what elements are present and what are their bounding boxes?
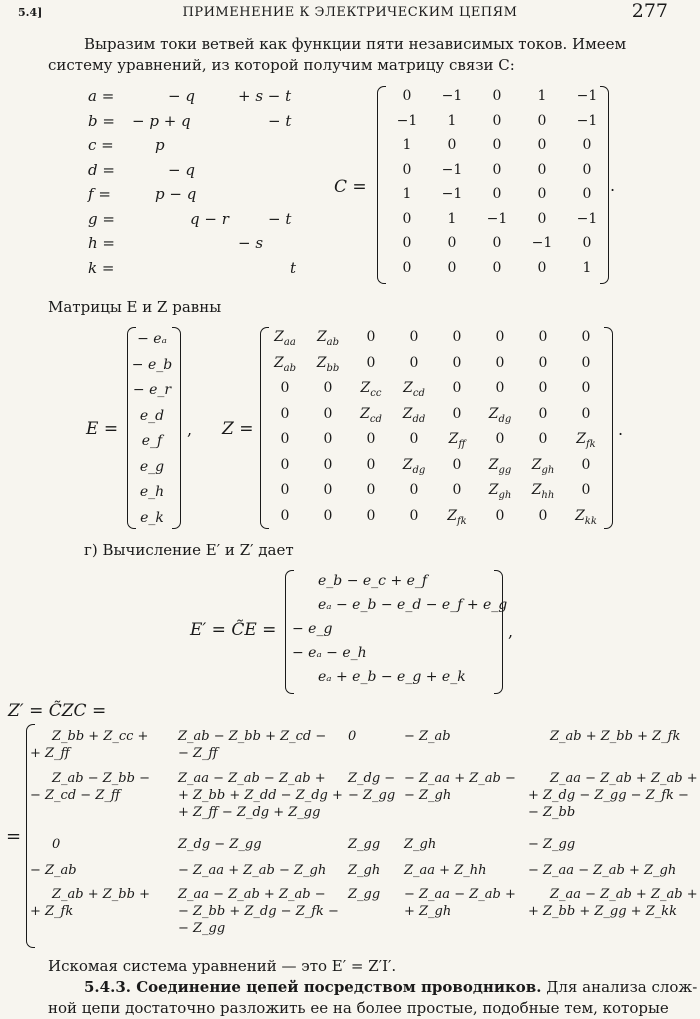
matrix-z-cell: 0 <box>323 431 333 447</box>
matrix-c-cell: −1 <box>576 112 598 129</box>
matrix-z-cell: 0 <box>581 482 591 498</box>
matrix-zprime-cell: − Z_ab <box>30 863 77 878</box>
matrix-z-cell: 0 <box>495 431 505 447</box>
matrix-c-cell: −1 <box>576 210 598 227</box>
matrix-z-cell: 0 <box>280 380 290 396</box>
matrix-zprime-cell: 0 <box>52 837 61 852</box>
matrix-e-cell: e_k <box>140 509 164 526</box>
matrix-zprime-cell: + Z_bb + Z_gg + Z_kk <box>528 904 677 919</box>
matrix-zprime-cell: Z_ab − Z_bb + Z_cd − <box>178 729 327 744</box>
matrix-c-cell: 0 <box>582 186 592 202</box>
matrix-zprime-cell: Z_aa − Z_ab − Z_ab + <box>178 771 326 786</box>
matrix-z-cell: 0 <box>452 329 462 345</box>
equation-term: b = <box>88 111 115 130</box>
matrix-z-cell: 0 <box>538 329 548 345</box>
matrix-c-cell: 0 <box>402 259 412 276</box>
matrix-zprime-cell: − Z_gh <box>404 788 452 803</box>
matrix-zprime-cell: Z_bb + Z_cc + <box>52 729 149 744</box>
matrix-zprime-cell: + Z_ff − Z_dg + Z_gg <box>178 805 321 820</box>
section-text-2: ной цепи достаточно разложить ее на более простые, подобные тем, которые <box>48 999 669 1017</box>
matrix-c-cell: 0 <box>492 137 502 153</box>
equation-term: a = <box>88 87 115 105</box>
intro-line-1: Выразим токи ветвей как функции пяти независимых токов. Имеем <box>84 35 627 53</box>
matrix-z-cell: $Z_{gh}$ <box>488 482 512 501</box>
matrix-z-cell: 0 <box>323 482 333 498</box>
matrix-z-cell: 0 <box>452 354 462 371</box>
matrix-z-cell: 0 <box>366 354 376 371</box>
step-g-text: г) Вычисление E′ и Z′ дает <box>84 541 294 559</box>
matrix-c-cell: −1 <box>441 186 463 202</box>
page-number: 277 <box>631 0 668 22</box>
equation-term: − s <box>238 234 264 252</box>
matrix-z-cell: $Z_{ab}$ <box>273 354 297 374</box>
zprime-equals: = <box>6 826 22 847</box>
matrix-z-cell: 0 <box>280 431 290 447</box>
matrix-c-cell: −1 <box>396 112 418 129</box>
matrix-z-cell: 0 <box>323 405 333 422</box>
matrix-z-cell: 0 <box>538 354 548 371</box>
matrix-eprime-label: E′ = C̃E = <box>190 620 277 640</box>
matrix-eprime-cell: − eₐ − e_h <box>292 645 367 661</box>
matrix-z-cell: 0 <box>409 431 419 447</box>
matrix-zprime-cell: Z_ab − Z_bb − <box>52 771 150 786</box>
matrix-z-cell: 0 <box>495 380 505 396</box>
matrix-z-cell: 0 <box>452 380 462 396</box>
matrix-zprime-cell: Z_dg − Z_gg <box>178 837 262 852</box>
matrix-zprime-cell: + Z_dg − Z_gg − Z_fk − <box>528 788 689 803</box>
matrix-e-cell: e_d <box>139 407 165 424</box>
matrix-z-cell: 0 <box>280 456 290 473</box>
equation-term: p − q <box>155 185 197 203</box>
matrix-zprime-cell: Z_aa + Z_hh <box>404 863 487 878</box>
section-heading-line <box>84 977 697 998</box>
matrix-z-cell: $Z_{dg}$ <box>402 456 426 476</box>
matrix-c-cell: 0 <box>492 235 502 251</box>
matrix-z-cell: 0 <box>323 456 333 473</box>
matrix-zprime-cell: − Z_gg <box>348 788 396 803</box>
matrix-z-cell: $Z_{gg}$ <box>488 456 512 476</box>
matrix-e-label: E = <box>86 419 119 439</box>
matrix-c-cell: 0 <box>447 137 457 153</box>
matrix-z-cell: 0 <box>581 354 591 371</box>
matrix-e-comma: , <box>187 420 193 439</box>
equation-term: q − r <box>190 209 229 228</box>
matrix-z-cell: $Z_{kk}$ <box>575 507 597 527</box>
matrix-c-cell: 0 <box>537 259 547 276</box>
matrix-c-cell: 0 <box>402 235 412 251</box>
intro-line-2: систему уравнений, из которой получим матрицу связи C: <box>48 56 515 74</box>
matrix-z-cell: 0 <box>538 380 548 396</box>
equation-term: p <box>155 136 165 154</box>
matrix-zprime-cell: Z_aa − Z_ab + Z_ab + <box>550 771 698 786</box>
matrix-z-cell: 0 <box>366 456 376 473</box>
equation-term: + s − t <box>238 87 292 105</box>
matrix-z-cell: $Z_{ff}$ <box>448 431 466 450</box>
matrix-eprime-cell: − e_g <box>292 621 333 637</box>
matrix-eprime-cell: e_b − e_c + e_f <box>318 573 428 589</box>
matrix-eprime-right-bracket <box>494 570 503 694</box>
equation-term: g = <box>88 209 115 228</box>
matrix-z-cell: 0 <box>452 482 462 498</box>
matrix-e-cell: e_h <box>139 484 165 500</box>
matrix-c-cell: −1 <box>441 161 463 178</box>
matrix-z-cell: 0 <box>323 380 333 396</box>
matrix-zprime-cell: − Z_aa − Z_ab + <box>404 887 516 902</box>
matrix-z-cell: 0 <box>452 456 462 473</box>
matrix-c-cell: 0 <box>492 259 502 276</box>
matrix-z-cell: 0 <box>581 405 591 422</box>
matrix-c-cell: 0 <box>447 259 457 276</box>
matrix-e-cell: − eₐ <box>137 331 167 347</box>
matrix-z-cell: 0 <box>452 405 462 422</box>
matrix-zprime-cell: Z_aa − Z_ab + Z_ab + <box>550 887 698 902</box>
matrix-z-cell: 0 <box>409 507 419 524</box>
matrix-zprime-cell: − Z_ff <box>178 746 218 761</box>
matrix-c-cell: 1 <box>402 137 412 153</box>
matrix-zprime-cell: Z_gh <box>404 837 437 852</box>
matrix-c-cell: 0 <box>492 88 502 104</box>
matrix-z-cell: 0 <box>538 507 548 524</box>
matrix-c-cell: 0 <box>447 235 457 251</box>
matrix-c-cell: 0 <box>537 161 547 178</box>
matrix-z-cell: 0 <box>323 507 333 524</box>
matrix-z-cell: 0 <box>366 329 376 345</box>
matrix-z-cell: $Z_{cd}$ <box>403 380 425 399</box>
equation-term: t <box>290 258 297 277</box>
matrix-c-cell: 0 <box>582 161 592 178</box>
matrix-z-cell: $Z_{fk}$ <box>576 431 596 450</box>
matrix-zprime-cell: Z_ab + Z_bb + Z_fk <box>550 729 681 744</box>
matrix-z-cell: $Z_{fk}$ <box>447 507 467 527</box>
matrix-z-cell: $Z_{bb}$ <box>316 354 340 374</box>
matrix-zprime-cell: − Z_cd − Z_ff <box>30 788 121 803</box>
matrix-e-cell: − e_r <box>132 382 172 398</box>
matrix-z-label: Z = <box>222 419 254 439</box>
ez-intro: Матрицы E и Z равны <box>48 298 222 316</box>
matrix-c-cell: 0 <box>582 137 592 153</box>
matrix-zprime-cell: Z_gg <box>348 837 381 852</box>
matrix-z-cell: 0 <box>495 507 505 524</box>
matrix-zprime-cell: − Z_aa − Z_ab + Z_gh <box>528 863 677 878</box>
matrix-c-cell: 1 <box>447 210 457 227</box>
matrix-z-cell: 0 <box>366 482 376 498</box>
matrix-c-cell: 0 <box>492 186 502 202</box>
matrix-zprime-cell: − Z_aa + Z_ab − Z_gh <box>178 863 327 878</box>
matrix-eprime-cell: eₐ + e_b − e_g + e_k <box>318 669 466 685</box>
equation-term: − t <box>268 209 292 228</box>
zprime-label: Z′ = C̃ZC = <box>8 701 107 721</box>
matrix-e-cell: − e_b <box>131 356 173 373</box>
equation-term: − q <box>168 160 195 179</box>
matrix-z-cell: $Z_{aa}$ <box>274 329 296 348</box>
matrix-z-cell: 0 <box>581 456 591 473</box>
matrix-zprime-cell: − Z_aa + Z_ab − <box>404 771 516 786</box>
matrix-zprime-cell: Z_gh <box>348 863 381 878</box>
equation-term: − t <box>268 111 292 130</box>
matrix-z-cell: 0 <box>409 482 419 498</box>
matrix-c-cell: 1 <box>582 259 592 276</box>
equation-term: c = <box>88 136 114 154</box>
matrix-z-cell: 0 <box>538 431 548 447</box>
matrix-zprime-cell: Z_gg <box>348 887 381 902</box>
matrix-zprime-cell: 0 <box>348 729 357 744</box>
matrix-z-cell: 0 <box>581 380 591 396</box>
matrix-z-cell: 0 <box>366 507 376 524</box>
matrix-c-cell: −1 <box>486 210 508 227</box>
matrix-c-cell: −1 <box>576 88 598 104</box>
matrix-zprime-cell: + Z_fk <box>30 904 74 919</box>
matrix-z-period: . <box>618 420 624 439</box>
matrix-zprime-cell: Z_ab + Z_bb + <box>52 887 150 902</box>
matrix-c-cell: 0 <box>492 161 502 178</box>
matrix-zprime-cell: + Z_ff <box>30 746 70 761</box>
equation-term: f = <box>88 185 111 203</box>
matrix-zprime-cell: + Z_gh <box>404 904 452 919</box>
matrix-e-cell: e_f <box>141 433 163 449</box>
matrix-c-cell: 0 <box>537 112 547 129</box>
matrix-z-cell: 0 <box>280 405 290 422</box>
matrix-c-cell: 0 <box>492 112 502 129</box>
matrix-z-cell: $Z_{dd}$ <box>402 405 426 425</box>
matrix-zprime-cell: − Z_ab <box>404 729 451 744</box>
matrix-z-cell: 0 <box>366 431 376 447</box>
matrix-e-cell: e_g <box>139 458 165 475</box>
equation-term: − p + q <box>132 111 191 130</box>
equation-term: h = <box>88 234 115 252</box>
matrix-z-cell: 0 <box>409 329 419 345</box>
matrix-eprime-cell: eₐ − e_b − e_d − e_f + e_g <box>318 597 508 613</box>
matrix-zprime-cell: − Z_bb <box>528 805 576 820</box>
matrix-z-cell: 0 <box>280 507 290 524</box>
matrix-z-cell: 0 <box>581 329 591 345</box>
matrix-c-cell: −1 <box>531 235 553 251</box>
matrix-c-cell: −1 <box>441 88 463 104</box>
matrix-z-cell: $Z_{cc}$ <box>360 380 382 399</box>
running-title: ПРИМЕНЕНИЕ К ЭЛЕКТРИЧЕСКИМ ЦЕПЯМ <box>182 5 518 20</box>
matrix-z-cell: 0 <box>280 482 290 498</box>
matrix-z-cell: $Z_{ab}$ <box>316 329 340 348</box>
matrix-eprime-comma: , <box>508 622 514 641</box>
matrix-c-cell: 0 <box>537 186 547 202</box>
equation-term: k = <box>88 258 115 277</box>
matrix-c-cell: 0 <box>402 88 412 104</box>
matrix-z-cell: $Z_{gh}$ <box>531 456 555 476</box>
matrix-c-label: C = <box>334 177 367 197</box>
matrix-z-cell: 0 <box>495 354 505 371</box>
matrix-zprime-cell: − Z_gg <box>178 921 226 936</box>
section-heading: 5.4.3. Соединение цепей посредством проводников. <box>84 978 542 996</box>
equation-term: d = <box>88 160 115 179</box>
result-sentence: Искомая система уравнений — это E′ = Z′I′. <box>48 957 397 975</box>
matrix-zprime-cell: Z_aa − Z_ab + Z_ab − <box>178 887 326 902</box>
matrix-zprime-cell: + Z_bb + Z_dd − Z_dg + <box>178 788 343 803</box>
matrix-z-cell: 0 <box>538 405 548 422</box>
matrix-z-cell: $Z_{cd}$ <box>360 405 382 425</box>
matrix-c-cell: 0 <box>582 235 592 251</box>
matrix-c-cell: 0 <box>537 137 547 153</box>
matrix-c-cell: 0 <box>402 161 412 178</box>
matrix-c-cell: 1 <box>537 88 547 104</box>
matrix-c-cell: 0 <box>402 210 412 227</box>
matrix-zprime-cell: − Z_gg <box>528 837 576 852</box>
matrix-c-cell: 1 <box>447 112 457 129</box>
matrix-z-cell: 0 <box>495 329 505 345</box>
equation-term: − q <box>168 87 195 105</box>
section-text-1: Для анализа слож- <box>541 978 698 996</box>
matrix-z-cell: $Z_{dg}$ <box>488 405 512 425</box>
matrix-c-cell: 0 <box>537 210 547 227</box>
matrix-c-cell: 1 <box>402 186 412 202</box>
matrix-z-cell: 0 <box>409 354 419 371</box>
matrix-zprime-cell: − Z_bb + Z_dg − Z_fk − <box>178 904 339 919</box>
matrix-zprime-cell: Z_dg − <box>348 771 396 786</box>
matrix-c-period: . <box>610 176 616 195</box>
section-number: 5.4] <box>18 6 43 19</box>
matrix-z-cell: $Z_{hh}$ <box>531 482 555 501</box>
